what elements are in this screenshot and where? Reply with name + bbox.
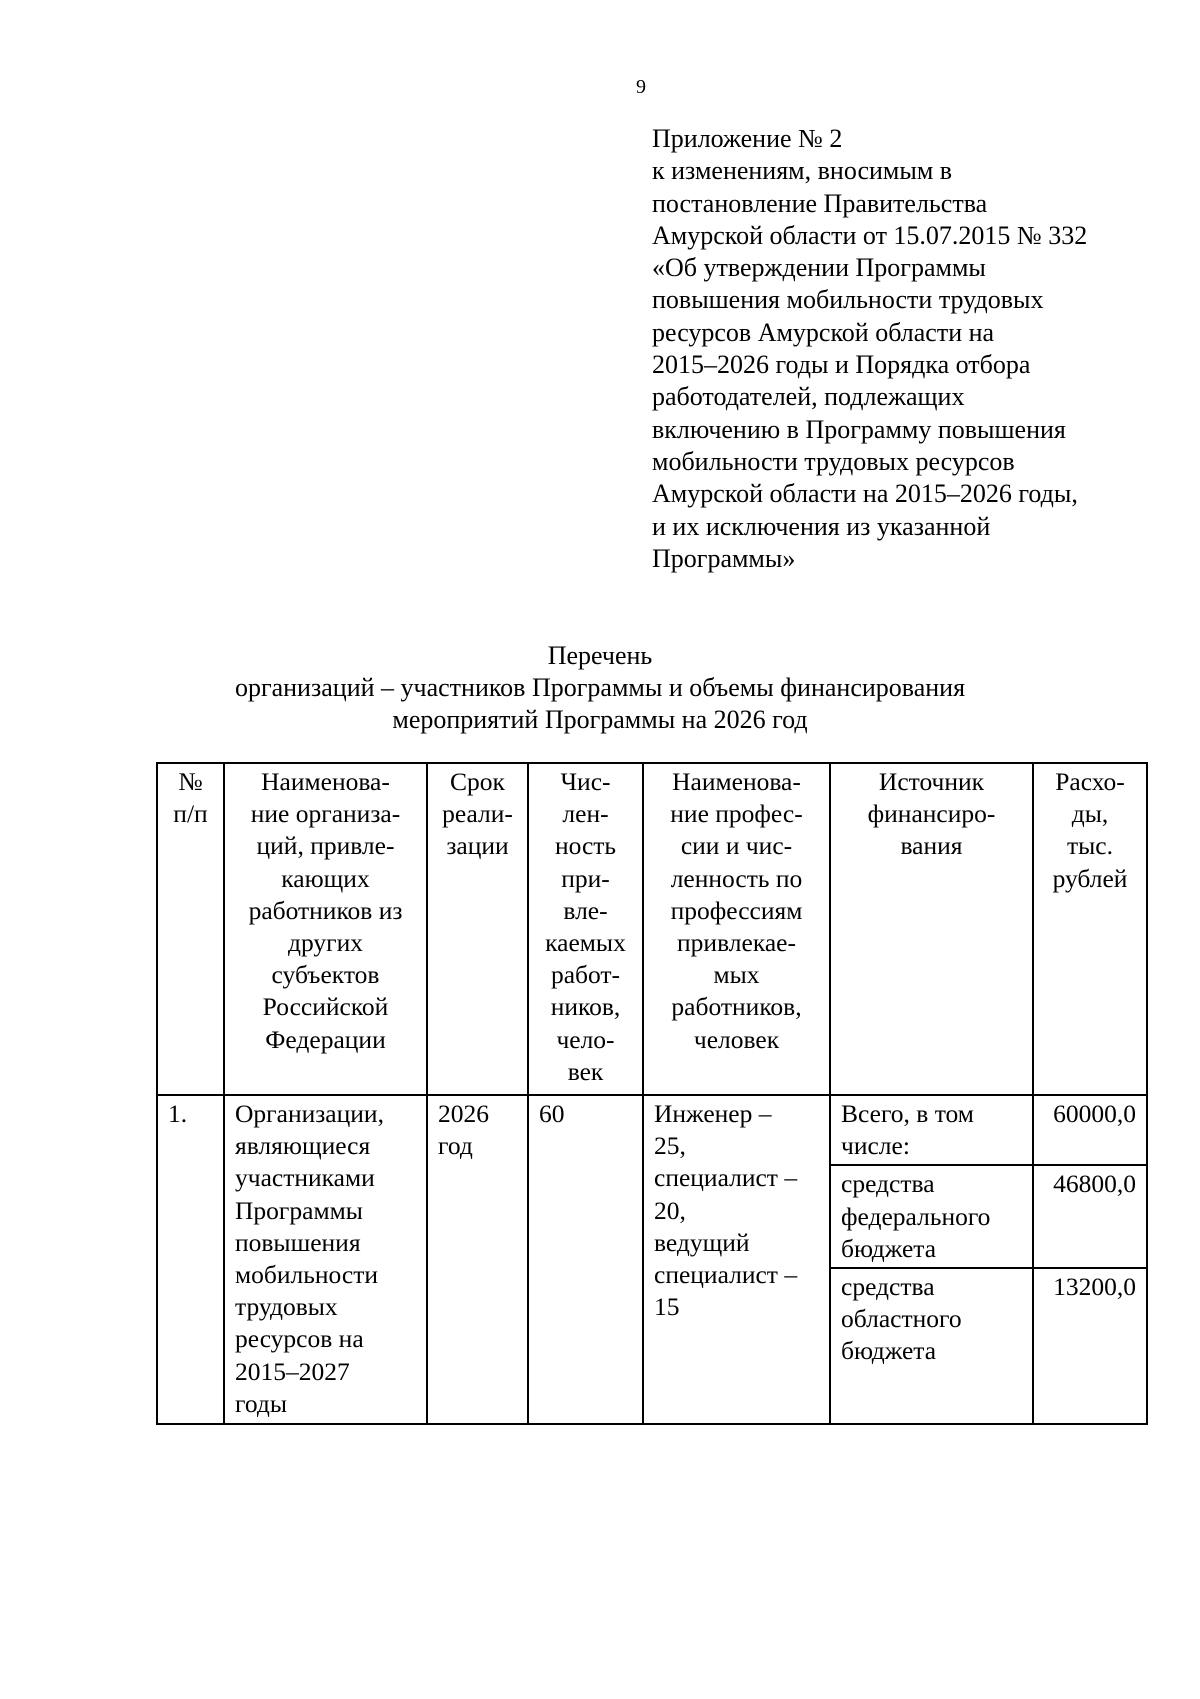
annex-line: 2015–2026 годы и Порядка отбора [652, 350, 1031, 380]
organization-line: Организации, [235, 1099, 384, 1128]
header-cell-source [830, 763, 1033, 1095]
header-cell-organization [224, 763, 427, 1095]
professions-cell [643, 1095, 830, 1424]
row-number: 1. [168, 1099, 188, 1128]
professions-line: 15 [654, 1292, 680, 1322]
table-header-row [157, 763, 1147, 1095]
organization-line: трудовых [235, 1292, 338, 1322]
header-line: Источник [878, 767, 985, 796]
amount-value: 60000,0 [1053, 1099, 1136, 1128]
annex-line: повышения мобильности трудовых [652, 285, 1044, 315]
annex-line: ресурсов Амурской области на [652, 317, 995, 347]
source-line: средства [841, 1272, 935, 1302]
header-line: тыс. [1067, 831, 1113, 861]
header-line: рублей [1052, 863, 1128, 893]
source-line: областного [841, 1304, 962, 1334]
organization-line: ресурсов на [235, 1324, 364, 1354]
header-line: ленность по [670, 863, 803, 893]
source-line: числе: [841, 1131, 910, 1161]
amount-value: 46800,0 [1053, 1169, 1136, 1199]
organization-line: Программы [235, 1195, 363, 1225]
participants-table [156, 762, 1148, 1425]
annex-line: работодателей, подлежащих [652, 382, 965, 412]
header-line: работников из [248, 895, 403, 925]
header-cell-headcount [528, 763, 643, 1095]
annex-line: Амурской области от 15.07.2015 № 332 [652, 220, 1088, 250]
page-number: 9 [636, 76, 646, 98]
header-line: работников, [671, 992, 802, 1022]
source-line: средства [841, 1169, 935, 1199]
header-line: при- [561, 863, 610, 893]
header-cell-term [427, 763, 528, 1095]
header-line: ние организа- [250, 799, 401, 829]
header-line: № [178, 767, 203, 796]
professions-line: 20, [654, 1195, 686, 1225]
header-cell-number [157, 763, 224, 1095]
header-line: ций, привле- [256, 831, 395, 861]
header-line: Федерации [265, 1024, 386, 1054]
annex-line: Приложение № 2 [652, 124, 843, 153]
organization-line: являющиеся [235, 1131, 371, 1161]
header-line: работ- [550, 960, 621, 990]
table-row [157, 1095, 1147, 1165]
professions-line: Инженер – [654, 1099, 772, 1128]
source-line: бюджета [841, 1233, 937, 1263]
source-cell-federal [830, 1165, 1033, 1268]
organization-line: 2015–2027 [235, 1356, 350, 1386]
term-cell [427, 1095, 528, 1424]
header-line: привлекае- [677, 928, 796, 958]
organization-line: годы [235, 1388, 287, 1418]
header-line: зации [446, 831, 509, 861]
header-line: реали- [442, 799, 513, 829]
header-line: профессиям [670, 895, 803, 925]
header-line: каемых [545, 928, 626, 958]
header-line: ние профес- [670, 799, 803, 829]
organization-line: повышения [235, 1227, 361, 1257]
amount-cell-regional [1033, 1268, 1147, 1424]
header-line: век [567, 1056, 604, 1086]
header-cell-professions [643, 763, 830, 1095]
row-number-cell [157, 1095, 224, 1424]
header-line: ников, [550, 992, 621, 1022]
professions-line: 25, [654, 1131, 686, 1161]
title-line: организаций – участников Программы и объемы финансирования [234, 673, 966, 702]
header-line: Срок [450, 767, 505, 796]
header-line: вания [900, 831, 963, 861]
amount-cell-total [1033, 1095, 1147, 1165]
header-line: кающих [281, 863, 370, 893]
organization-cell [224, 1095, 427, 1424]
headcount-value: 60 [539, 1099, 565, 1128]
header-line: финансиро- [867, 799, 996, 829]
header-line: Расхо- [1055, 767, 1125, 796]
annex-line: включению в Программу повышения [652, 414, 1066, 444]
amount-value: 13200,0 [1053, 1272, 1136, 1302]
professions-line: специалист – [654, 1163, 798, 1193]
term-line: год [438, 1131, 473, 1161]
annex-line: постановление Правительства [652, 188, 988, 218]
professions-line: ведущий [654, 1227, 750, 1257]
header-line: субъектов [271, 960, 380, 990]
header-cell-expenses [1033, 763, 1147, 1095]
header-line: Наименова- [672, 767, 801, 796]
headcount-cell [528, 1095, 643, 1424]
source-cell-regional [830, 1268, 1033, 1424]
annex-line: мобильности трудовых ресурсов [652, 446, 1015, 476]
header-line: сии и чис- [680, 831, 793, 861]
header-line: человек [693, 1024, 780, 1054]
header-line: Наименова- [261, 767, 390, 796]
header-line: лен- [562, 799, 609, 829]
source-line: бюджета [841, 1336, 937, 1366]
header-line: Чис- [560, 767, 611, 796]
header-line: чело- [556, 1024, 615, 1054]
annex-line: Амурской области на 2015–2026 годы, [652, 479, 1078, 509]
title-line: Перечень [547, 641, 653, 670]
term-line: 2026 [438, 1099, 489, 1128]
annex-line: Программы» [652, 543, 796, 573]
annex-line: к изменениям, вносимым в [652, 156, 953, 186]
source-line: Всего, в том [841, 1099, 974, 1128]
header-line: ность [554, 831, 617, 861]
amount-cell-federal [1033, 1165, 1147, 1268]
professions-line: специалист – [654, 1260, 798, 1290]
document-title [0, 640, 1200, 736]
source-line: федерального [841, 1201, 991, 1231]
organization-line: участниками [235, 1163, 375, 1193]
header-line: вле- [563, 895, 608, 925]
header-line: ды, [1071, 799, 1109, 829]
header-line: других [288, 928, 363, 958]
annex-line: и их исключения из указанной [652, 511, 991, 541]
source-cell-total [830, 1095, 1033, 1165]
title-line: мероприятий Программы на 2026 год [392, 705, 808, 734]
organization-line: мобильности [235, 1260, 379, 1290]
header-line: п/п [173, 799, 208, 829]
header-line: мых [713, 960, 760, 990]
header-line: Российской [262, 992, 389, 1022]
annex-block [652, 123, 1192, 575]
annex-line: «Об утверждении Программы [652, 253, 986, 283]
